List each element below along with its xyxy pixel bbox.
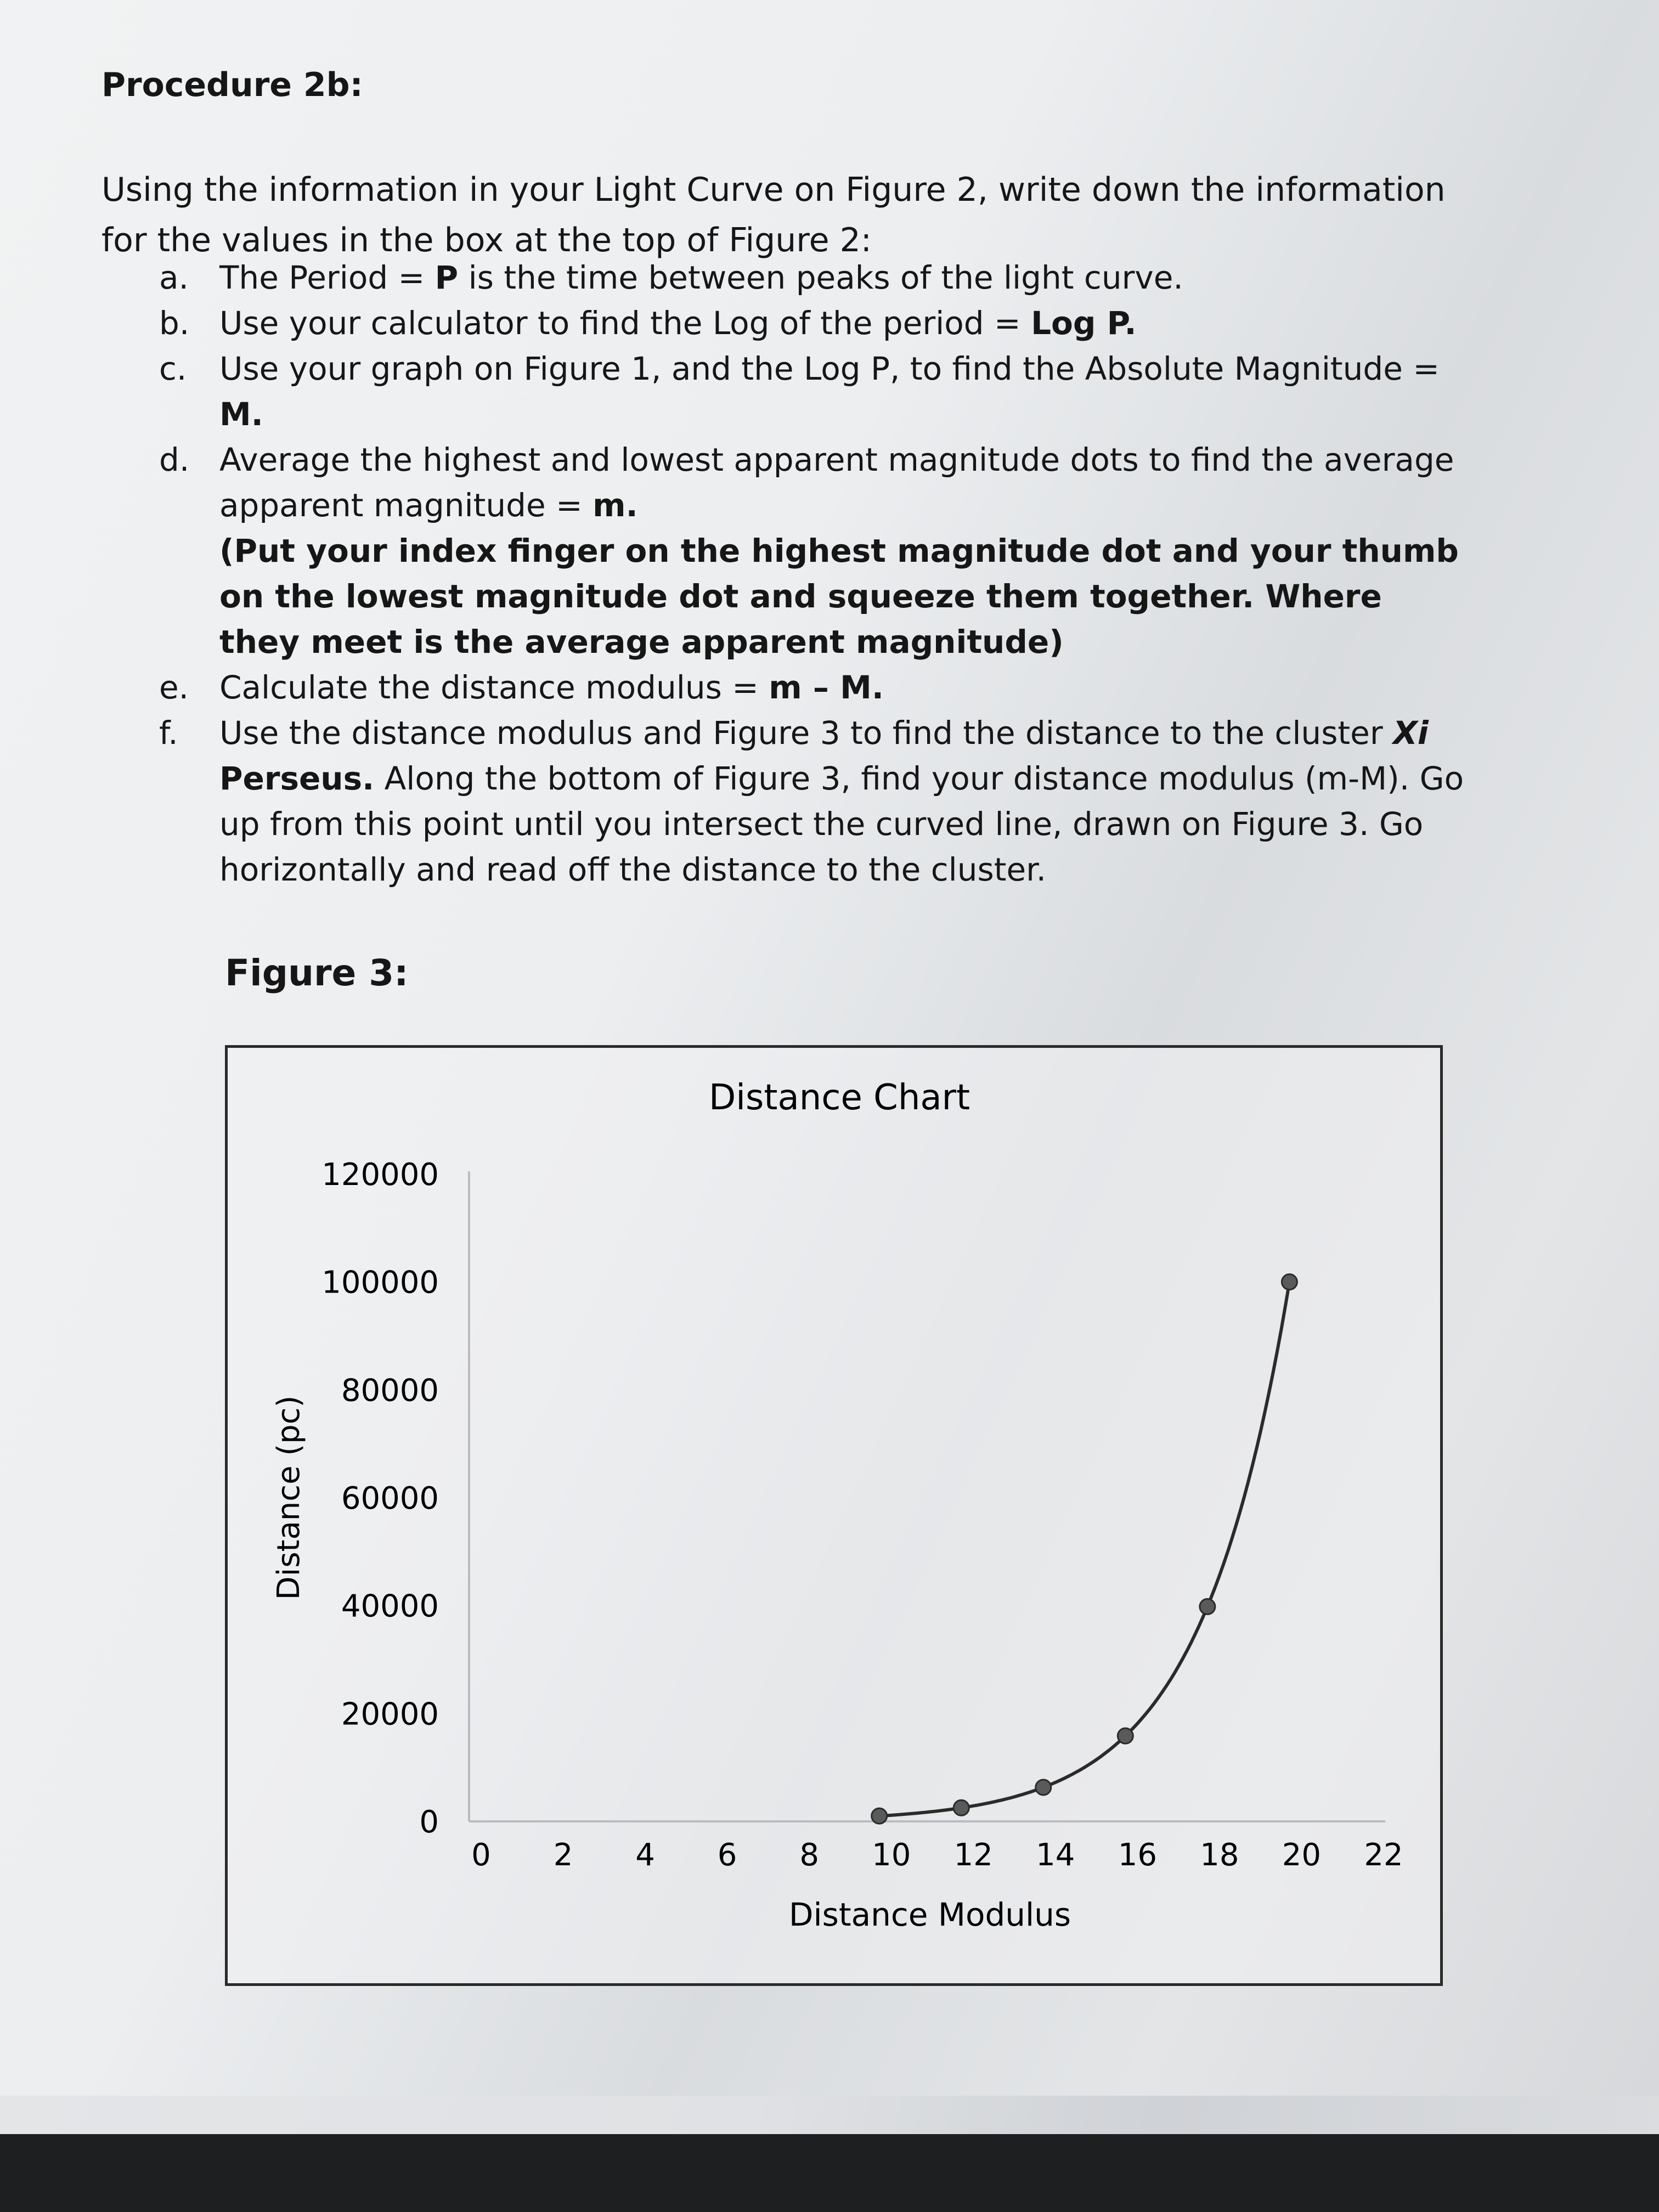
step-e: [159, 665, 1465, 710]
x-tick-label: 14: [1036, 1837, 1075, 1873]
x-tick-label: 18: [1200, 1837, 1239, 1873]
step-text: .: [625, 487, 638, 524]
x-tick-label: 20: [1282, 1837, 1322, 1873]
step-label: f.: [159, 714, 178, 752]
x-axis-label: Distance Modulus: [788, 1896, 1071, 1933]
step-bold: P: [435, 259, 459, 296]
series-line: [879, 1282, 1290, 1816]
figure-label: Figure 3:: [225, 952, 409, 994]
step-bold: Perseus.: [219, 760, 375, 797]
step-a: [159, 255, 1465, 301]
x-tick-label: 16: [1118, 1837, 1157, 1873]
step-label: a.: [159, 259, 189, 296]
step-text: Use your graph on Figure 1, and the Log P, to find the Absolute Magnitude =: [219, 350, 1440, 387]
data-point: [953, 1800, 969, 1815]
step-bold: m – M: [769, 669, 872, 706]
step-bold: Log P: [1031, 304, 1125, 342]
step-f: [159, 710, 1465, 893]
y-axis-label: Distance (pc): [271, 1395, 307, 1600]
step-label: e.: [159, 669, 189, 706]
x-tick-label: 22: [1364, 1837, 1403, 1873]
step-text: Use your calculator to find the Log of the period =: [219, 304, 1031, 342]
y-tick-label: 80000: [341, 1373, 439, 1409]
x-tick-label: 6: [717, 1837, 737, 1873]
data-point: [1118, 1728, 1133, 1743]
step-bold-italic: Xi: [1393, 714, 1429, 752]
y-tick-labels: [321, 1157, 439, 1840]
step-text: Along the bottom of Figure 3, find your distance modulus (m-M). Go up from this point until you intersect the curved line, drawn on Figure 3. Go horizontally and read off the distance to the cluster.: [219, 760, 1464, 888]
x-tick-label: 12: [953, 1837, 993, 1873]
data-point: [1036, 1780, 1051, 1795]
step-list: [159, 255, 1465, 893]
step-label: d.: [159, 441, 190, 478]
step-bold: M: [219, 396, 251, 433]
chart-svg: [228, 1048, 1440, 1983]
x-tick-label: 2: [553, 1837, 573, 1873]
y-tick-label: 20000: [341, 1696, 439, 1733]
procedure-title: Procedure 2b:: [101, 66, 363, 104]
distance-chart: [225, 1045, 1443, 1986]
step-label: c.: [159, 350, 187, 387]
step-text: The Period =: [219, 259, 435, 296]
step-text: Use the distance modulus and Figure 3 to find the distance to the cluster: [219, 714, 1393, 752]
step-text: .: [871, 669, 884, 706]
x-tick-label: 0: [471, 1837, 491, 1873]
step-b: [159, 301, 1465, 346]
y-tick-label: 120000: [321, 1157, 439, 1193]
x-tick-label: 8: [799, 1837, 819, 1873]
series-points: [872, 1274, 1297, 1824]
data-point: [872, 1808, 887, 1824]
data-point: [1200, 1599, 1215, 1615]
step-text: is the time between peaks of the light curve.: [458, 259, 1183, 296]
y-tick-label: 0: [419, 1804, 439, 1840]
step-d: [159, 437, 1465, 665]
x-tick-label: 4: [635, 1837, 655, 1873]
step-label: b.: [159, 304, 190, 342]
y-tick-label: 100000: [321, 1265, 439, 1301]
y-tick-label: 40000: [341, 1588, 439, 1624]
x-tick-labels: [471, 1837, 1403, 1873]
x-tick-label: 10: [872, 1837, 911, 1873]
table-surface: [0, 2134, 1659, 2212]
data-point: [1282, 1274, 1297, 1290]
y-tick-label: 60000: [341, 1481, 439, 1516]
step-text: Calculate the distance modulus =: [219, 669, 769, 706]
step-text: Average the highest and lowest apparent magnitude dots to find the average apparent magnitude =: [219, 441, 1454, 524]
intro-text: Using the information in your Light Curve on Figure 2, write down the information for the values in the box at the top of Figure 2:: [101, 171, 1446, 259]
step-note: (Put your index finger on the highest magnitude dot and your thumb on the lowest magnitude dot and squeeze them together. Where they meet is the average apparent magnitude): [219, 532, 1459, 661]
step-text: .: [251, 396, 263, 433]
chart-title: Distance Chart: [708, 1077, 970, 1118]
step-text: .: [1124, 304, 1137, 342]
step-bold: m: [592, 487, 626, 524]
step-c: [159, 346, 1465, 437]
